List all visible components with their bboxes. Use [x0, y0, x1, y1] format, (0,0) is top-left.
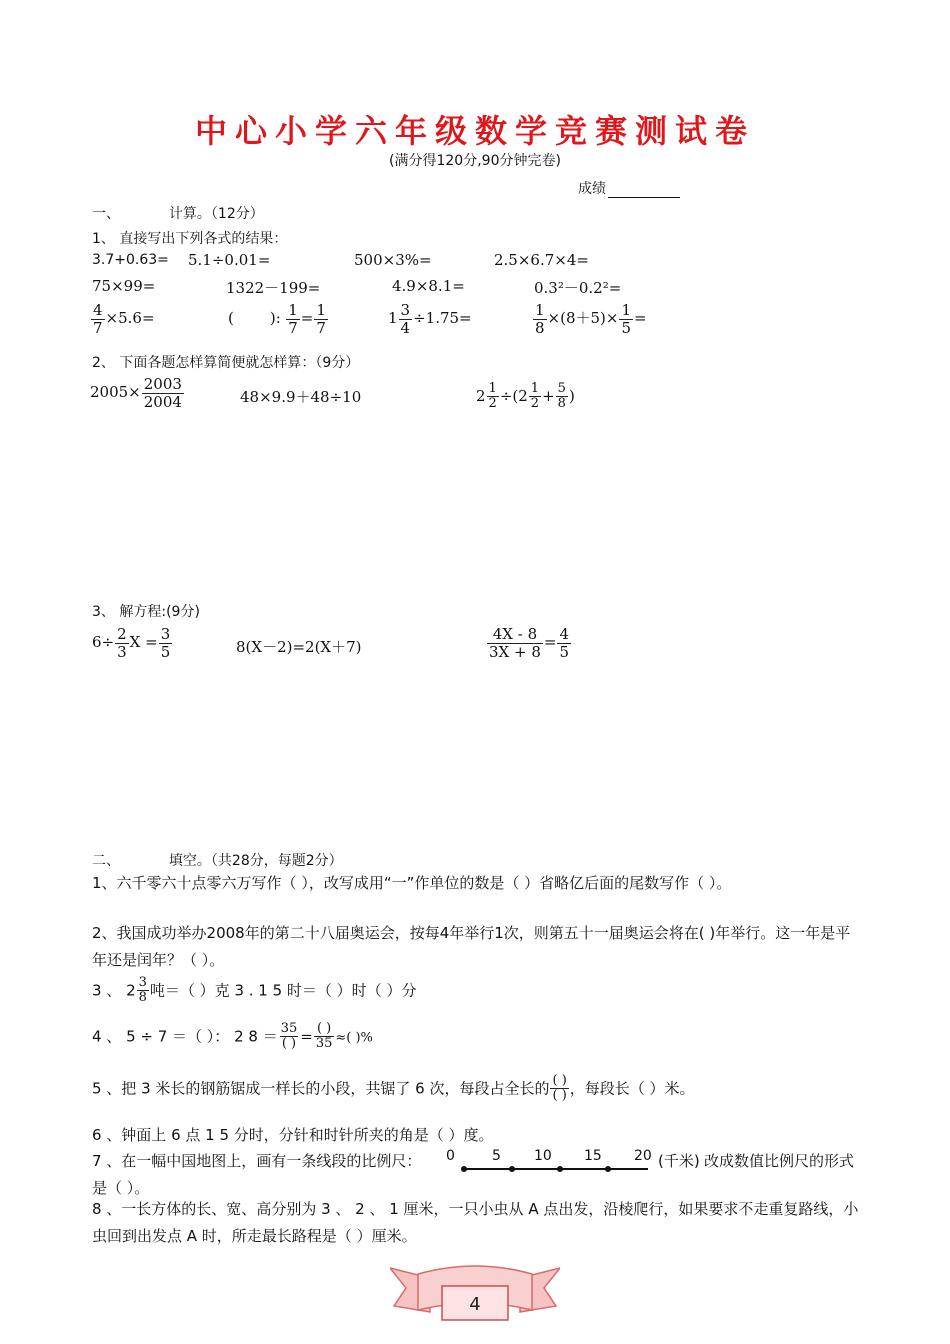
scale-tick-label: 10 [534, 1148, 552, 1164]
s1-q2-c: 2 $\frac{1}{2}$ ÷(2 $\frac{1}{2}$ + $\frac{5}{8}$ ) [476, 381, 575, 412]
page-number: 4 [469, 1294, 481, 1315]
fraction: $\frac{2003}{2004}$ [143, 375, 182, 411]
fraction: $\frac{5}{8}$ [557, 381, 566, 412]
fraction: $\frac{1}{2}$ [488, 381, 497, 412]
fraction: $\frac{4}{7}$ [93, 301, 103, 337]
s2-q7: 7 、在一幅中国地图上，画有一条线段的比例尺： [92, 1152, 422, 1170]
s2-q4: 4 、 5 ÷ 7 ＝（ ）： 2 8 ＝ $\frac{35}{( )}$ = $\frac{( )}{35}$ ≈( )% [92, 1021, 373, 1052]
s1-q1-r3-c: 1 $\frac{3}{4}$ ÷1.75= [388, 301, 472, 337]
fraction: $\frac{( )}{( )}$ [552, 1073, 567, 1104]
s2-q2: 2、我国成功举办2008年的第二十八届奥运会，按每4年举行1次，则第五十一届奥运会将在( )年举行。这一年是平年还是闰年？（ ）。 [92, 924, 851, 969]
s1-q1-label: 1、 直接写出下列各式的结果： [92, 231, 288, 247]
fraction: $\frac{3}{4}$ [400, 301, 411, 337]
s1-q3-a: 6÷ $\frac{2}{3}$ X = $\frac{3}{5}$ [92, 625, 171, 661]
s1-q2-label: 2、 下面各题怎样算简便就怎样算：（9分） [92, 355, 360, 371]
scale-tick-label: 20 [634, 1148, 652, 1164]
scale-tick-label: 15 [584, 1148, 602, 1164]
s1-q1-r2-c: 4.9×8.1= [392, 277, 465, 295]
fraction: $\frac{4X - 8}{3X + 8}$ [489, 625, 541, 661]
s1-q2-a: 2005× $\frac{2003}{2004}$ [90, 375, 182, 411]
s1-q1-r1-a: 3.7+0.63= [92, 252, 169, 268]
s1-q1-r3-a: $\frac{4}{7}$ ×5.6= [93, 301, 155, 337]
section-2-number: 二、 [92, 853, 120, 869]
scale-unit: (千米) [658, 1152, 700, 1170]
s1-q1-r2-a: 75×99= [92, 277, 156, 295]
s1-q1-r1-c: 500×3%= [354, 251, 432, 269]
section-2-title: 填空。（共28分，每题2分） [168, 853, 343, 869]
s1-q3-label: 3、 解方程:(9分) [92, 604, 200, 620]
s1-q3-c: $\frac{4X - 8}{3X + 8}$ = $\frac{4}{5}$ [489, 625, 569, 661]
fraction: $\frac{2}{3}$ [117, 625, 127, 661]
s1-q1-r3-b: ( ): $\frac{1}{7}$ = $\frac{1}{7}$ [228, 301, 326, 337]
scale-tick-label: 5 [492, 1148, 501, 1164]
score-field [578, 178, 680, 198]
section-1-title: 计算。（12分） [168, 206, 264, 222]
score-blank [608, 183, 680, 198]
fraction: $\frac{1}{2}$ [530, 381, 540, 412]
scale-tick-label: 0 [446, 1148, 455, 1164]
fraction: $\frac{1}{7}$ [288, 301, 298, 337]
section-1-heading [92, 203, 264, 223]
section-1-number: 一、 [92, 206, 120, 222]
fraction: $\frac{1}{7}$ [316, 301, 326, 337]
s1-q1-r1-b: 5.1÷0.01= [188, 251, 271, 269]
s1-q3-b: 8(X－2)=2(X＋7) [236, 638, 362, 656]
score-label: 成绩 [578, 181, 606, 197]
s2-q6: 6 、钟面上 6 点 1 5 分时，分针和时针所夹的角是（ ）度。 [92, 1126, 494, 1144]
fraction: $\frac{3}{5}$ [160, 625, 171, 661]
fraction: $\frac{1}{8}$ [535, 301, 545, 337]
s2-q1: 1、六千零六十点零六万写作（ ），改写成用“一”作单位的数是（ ）省略亿后面的尾数写作（ ）。 [92, 874, 732, 892]
s1-q1-r2-b: 1322－199= [226, 279, 321, 297]
page-subtitle: (满分得120分,90分钟完卷) [389, 153, 561, 169]
s1-q1-r2-d: 0.3²－0.2²= [534, 279, 622, 297]
s2-q3: 3 、 2 $\frac{3}{8}$ 吨＝（ ）克 3 . 1 5 时＝（ ）时（ ）分 [92, 975, 417, 1006]
s1-q2-b: 48×9.9＋48÷10 [240, 388, 362, 406]
s1-q1-r3-d: $\frac{1}{8}$ ×(8＋5)× $\frac{1}{5}$ = [535, 301, 647, 337]
s1-q1-r1-d: 2.5×6.7×4= [494, 251, 589, 269]
fraction: $\frac{35}{( )}$ [280, 1021, 298, 1052]
s2-q8: 8 、一长方体的长、宽、高分别为 3 、 2 、 1 厘米，一只小虫从 A 点出发，沿棱爬行，如果要求不走重复路线，小虫回到出发点 A 时，所走最长路程是（ ）厘米。 [92, 1200, 859, 1245]
s2-q7-tail: 改成数值比例尺的形式是（ ）。 [92, 1152, 855, 1197]
fraction: $\frac{1}{5}$ [621, 301, 632, 337]
fraction: $\frac{3}{8}$ [138, 975, 147, 1006]
section-2-heading [92, 850, 343, 870]
fraction: $\frac{4}{5}$ [559, 625, 569, 661]
fraction: $\frac{( )}{35}$ [315, 1021, 333, 1052]
page-title: 中心小学六年级数学竞赛测试卷 [194, 112, 755, 150]
s2-q5: 5 、把 3 米长的钢筋锯成一样长的小段，共锯了 6 次，每段占全长的 $\frac{( )}{( )}$ ，每段长（ ）米。 [92, 1073, 695, 1104]
